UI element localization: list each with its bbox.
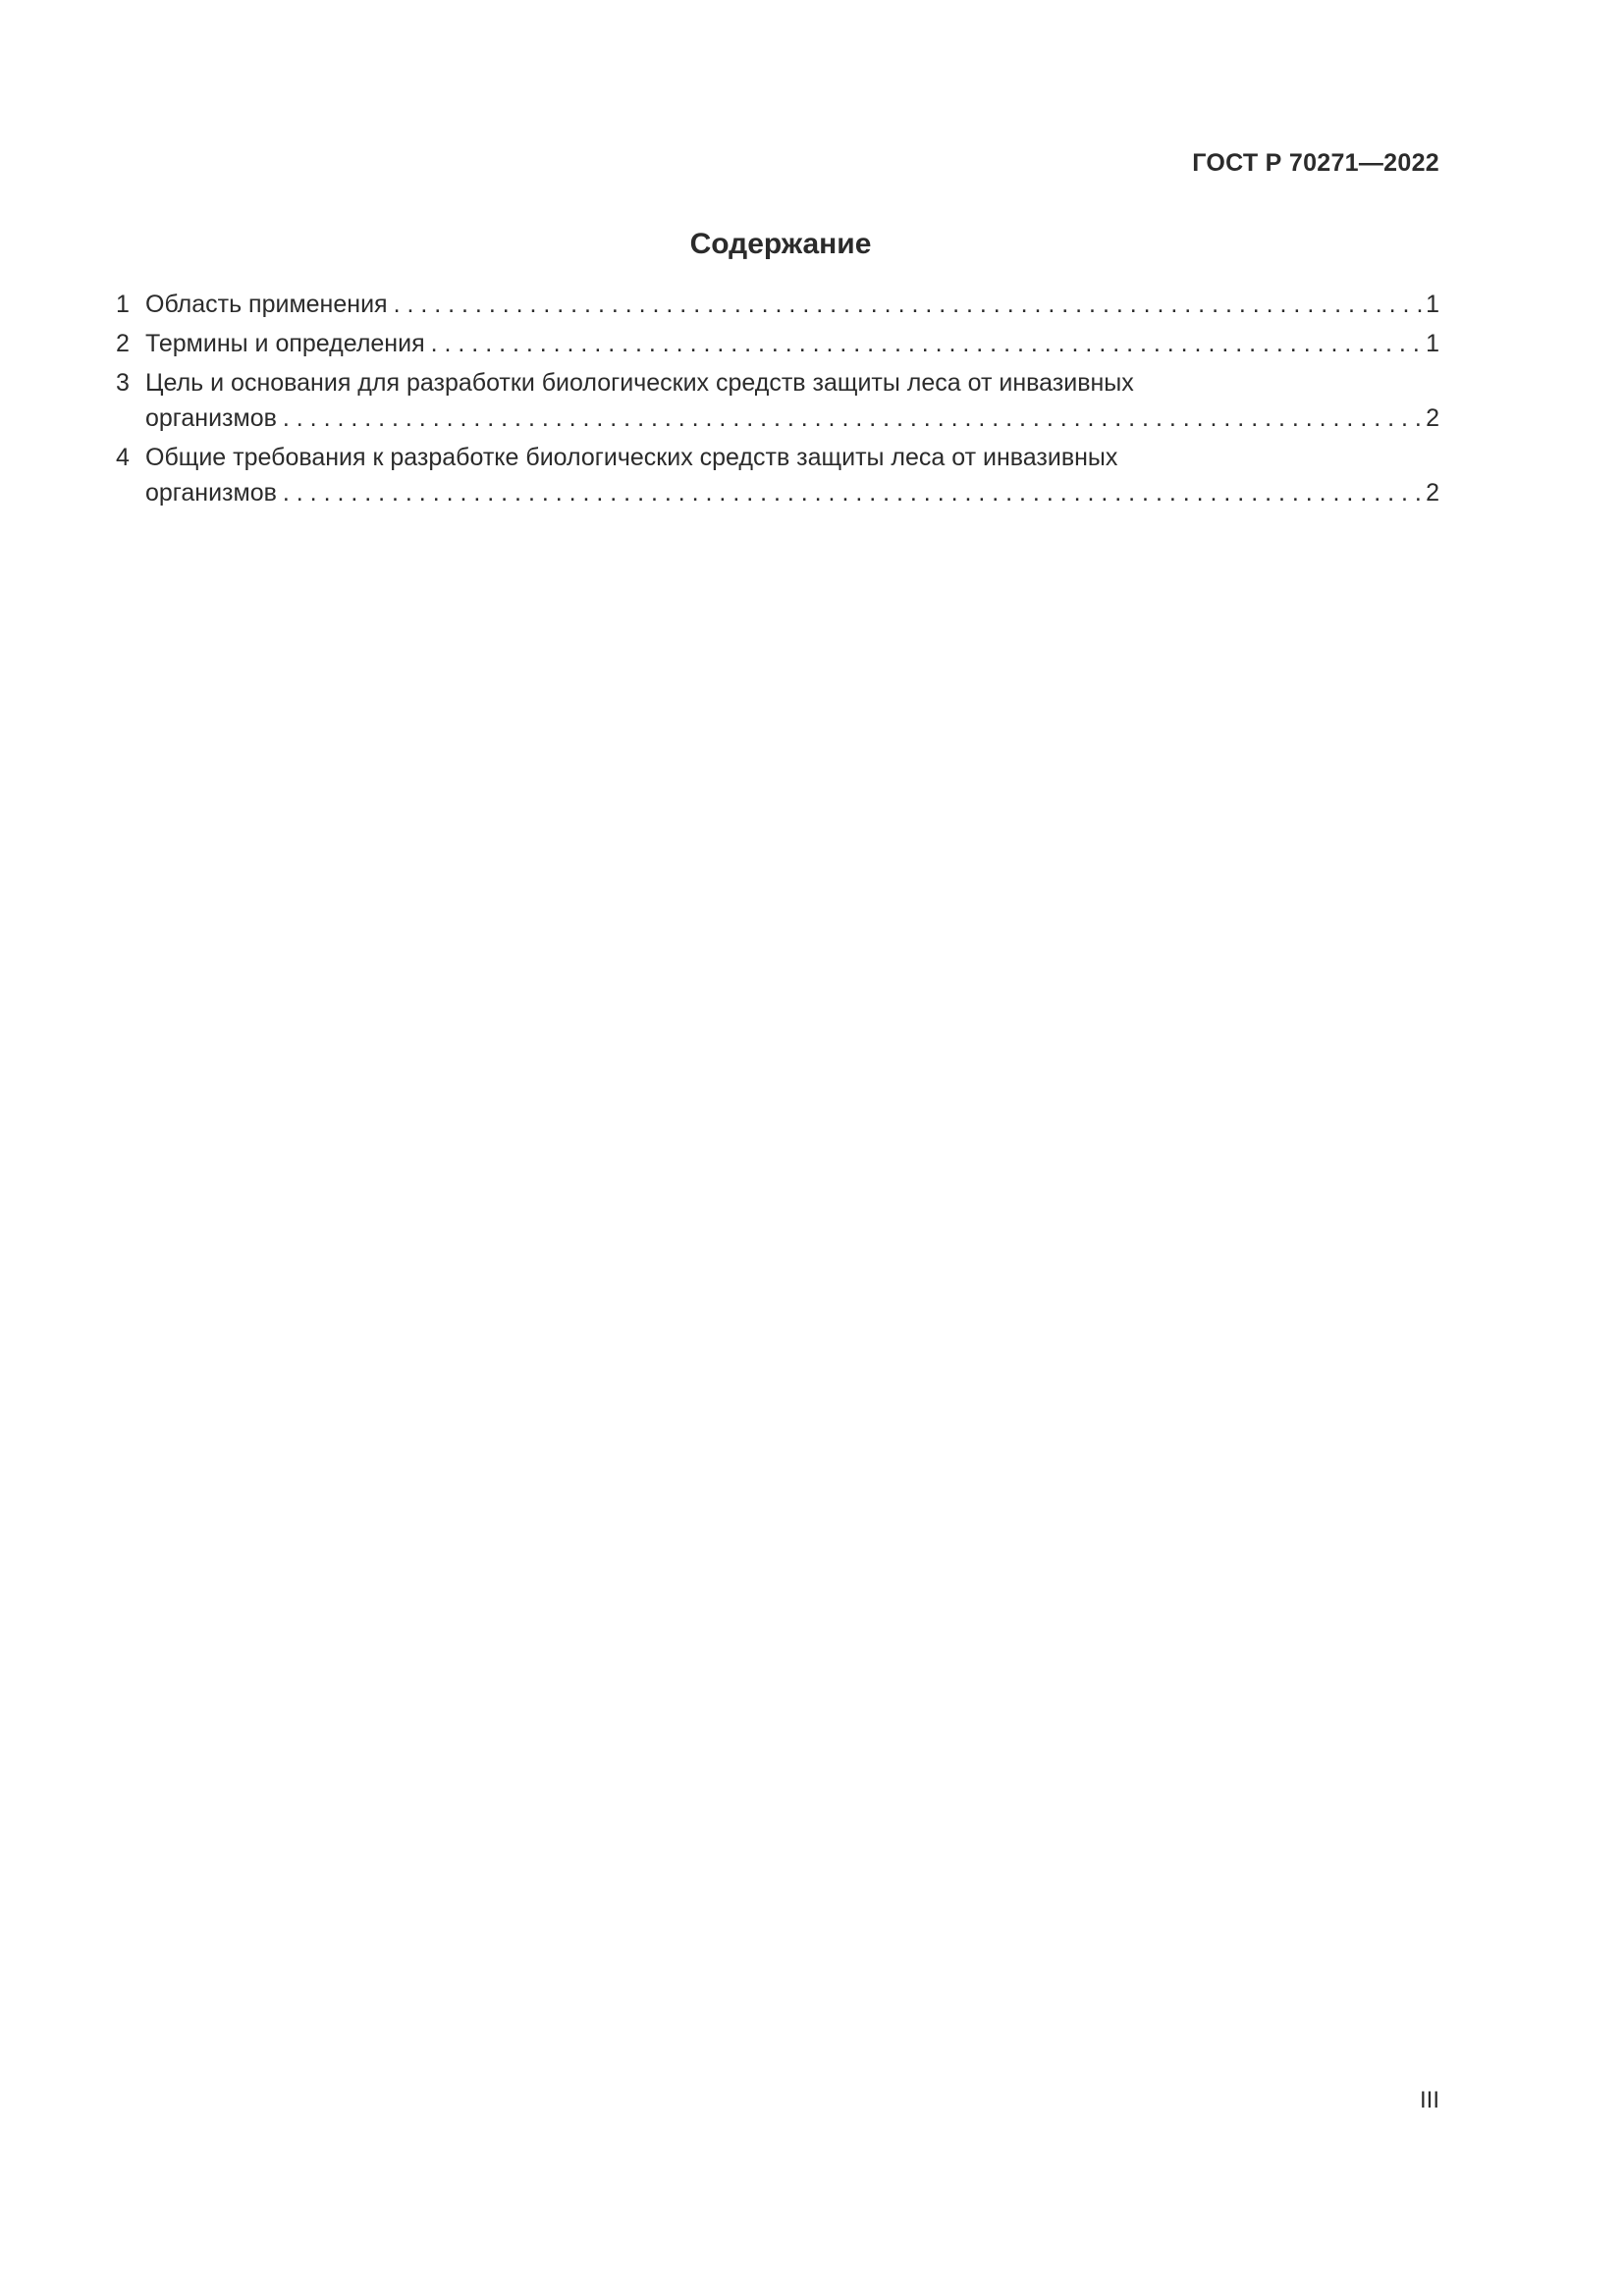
table-of-contents [116, 287, 1439, 514]
toc-title: Содержание [689, 228, 872, 260]
toc-dot-leader [431, 326, 1424, 361]
toc-entry-title: Термины и определения [145, 330, 425, 357]
toc-entry-number: 3 [116, 369, 130, 397]
toc-entry-page: 2 [1426, 479, 1439, 507]
toc-entry-page: 1 [1426, 330, 1439, 357]
toc-dot-leader [394, 287, 1425, 322]
toc-entry-title-continuation: организмов [145, 404, 277, 432]
toc-entry-title: Область применения [145, 291, 388, 318]
toc-entry-title: Цель и основания для разработки биологических средств защиты леса от инвазивных [145, 369, 1134, 397]
toc-dot-leader [283, 475, 1424, 510]
toc-entry[interactable] [116, 287, 1439, 322]
toc-dot-leader [283, 400, 1424, 436]
toc-entry-number: 1 [116, 291, 130, 318]
toc-entry-title-continuation: организмов [145, 479, 277, 507]
toc-entry[interactable] [116, 440, 1439, 510]
toc-entry-number: 4 [116, 444, 130, 471]
standard-designation: ГОСТ Р 70271—2022 [1192, 149, 1439, 177]
toc-entry[interactable] [116, 365, 1439, 436]
page-number: III [1419, 2087, 1439, 2113]
toc-entry[interactable] [116, 326, 1439, 361]
toc-entry-page: 2 [1426, 404, 1439, 432]
toc-entry-title: Общие требования к разработке биологических средств защиты леса от инвазивных [145, 444, 1118, 471]
toc-entry-page: 1 [1426, 291, 1439, 318]
toc-entry-number: 2 [116, 330, 130, 357]
